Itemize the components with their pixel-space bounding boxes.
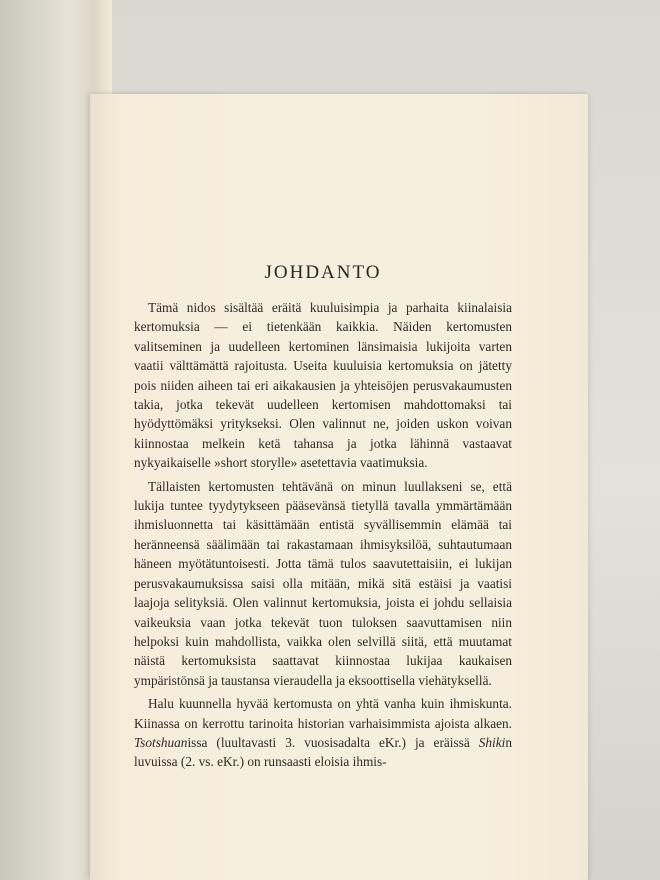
italic-title-tsotshuan: Tsotshuan bbox=[134, 734, 188, 750]
paragraph-1 bbox=[134, 298, 512, 473]
paragraph-3-text-b: issa (luultavasti 3. vuosisadalta eKr.) ja eräissä bbox=[187, 734, 479, 750]
page-text-block bbox=[134, 262, 512, 776]
italic-title-shiki: Shiki bbox=[478, 734, 506, 750]
paragraph-3-text-a: Halu kuunnella hyvää kertomusta on yhtä vanha kuin ihmiskunta. Kiinassa on kerrottu tarinoita historian varhaisimmista ajoista alkaen. bbox=[134, 696, 512, 731]
paragraph-3 bbox=[134, 694, 512, 772]
paragraph-3-text-c: n luvuissa (2. vs. eKr.) on runsaasti eloisia ihmis- bbox=[134, 734, 512, 770]
paragraph-2-text: Tällaisten kertomusten tehtävänä on minun luullakseni se, että lukija tuntee tyydytykseen pääsevänsä tietyllä tavalla ymmärtämään ihmisluonnetta tai käsittämään entistä syvällisemmin elämää tai heränneensä säälimään tai rakastamaan ihmisyksilöä, suhtautumaan häneen myötätuntoisesti. Jotta tämä tulos saavutettaisiin, ei lukijan perusvakaumuksissa saisi olla mitään, mikä sitä estäisi ja vaatisi laajoja selityksiä. Olen valinnut kertomuksia, joista ei johdu sellaisia vaikeuksia vaan jotka tekevät tuon tuloksen saavuttamisen niin helpoksi kuin mahdollista, vaikka olen selvillä siitä, että muutamat näistä kertomuksista saattavat kiinnostaa lukijaa kaukaisen ympäristönsä ja taustansa vieraudella ja eksoottisella viehätyksellä. bbox=[134, 478, 512, 688]
paragraph-2 bbox=[134, 477, 512, 690]
chapter-heading: JOHDANTO bbox=[264, 262, 382, 283]
paragraph-1-text: Tämä nidos sisältää eräitä kuuluisimpia ja parhaita kiinalaisia kertomuksia — ei tietenkään kaikkia. Näiden kertomusten valitseminen ja uudelleen kertominen länsimaisia lukijoita varten vaatii välttämättä rajoitusta. Useita kuuluisia kertomuksia on jätetty pois niiden aiheen tai eri aikakausien ja yhteisöjen perusvakaumusten takia, jotka tekevät uudelleen kertomisen mahdottomaksi tai hyödyttömäksi yritykseksi. Olen valinnut ne, joiden uskon voivan kiinnostaa melkein ketä tahansa ja jotka lähinnä vastaavat nykyaikaiselle »short storylle» asetettavia vaatimuksia. bbox=[134, 300, 512, 471]
